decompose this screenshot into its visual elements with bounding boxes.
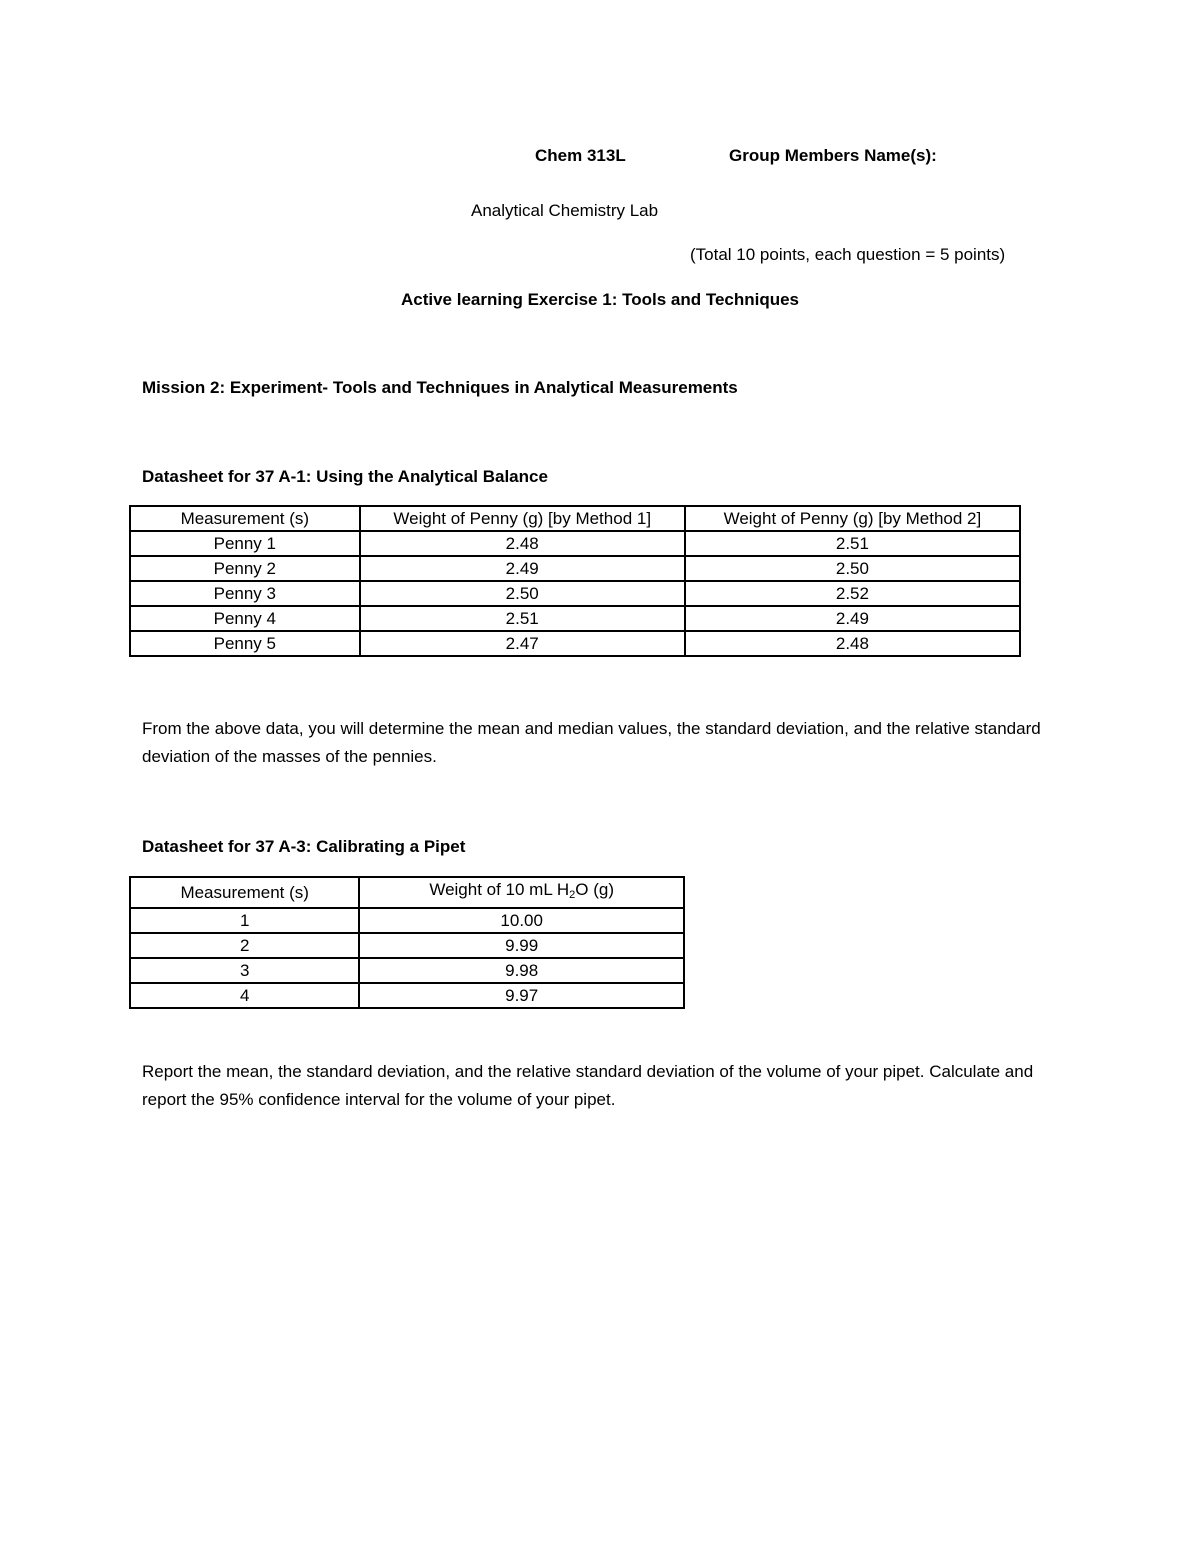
row-label: Penny 4 (130, 606, 360, 631)
column-header-text: Weight of 10 mL H (429, 880, 570, 899)
table-cell: 2.51 (360, 606, 685, 631)
table-row (130, 958, 684, 983)
table-cell: 2.50 (685, 556, 1020, 581)
pipet-calibration-table (129, 876, 685, 1009)
table-cell: 2.50 (360, 581, 685, 606)
row-label: Penny 2 (130, 556, 360, 581)
row-label: 3 (130, 958, 359, 983)
penny-weight-table (129, 505, 1021, 657)
table-row (130, 983, 684, 1008)
table-cell: 2.48 (360, 531, 685, 556)
row-label: Penny 3 (130, 581, 360, 606)
table-row (130, 556, 1020, 581)
instructions-paragraph-1: From the above data, you will determine the mean and median values, the standard deviation, and the relative standard deviation of the masses of the pennies. (142, 719, 1041, 766)
row-label: Penny 1 (130, 531, 360, 556)
table-header-row (130, 506, 1020, 531)
column-header: Measurement (s) (130, 506, 360, 531)
course-title: Chem 313L (535, 146, 626, 165)
table-cell: 2.49 (360, 556, 685, 581)
lab-name: Analytical Chemistry Lab (471, 201, 659, 220)
row-label: Penny 5 (130, 631, 360, 656)
table-cell: 10.00 (359, 908, 684, 933)
instructions-paragraph-2: Report the mean, the standard deviation, and the relative standard deviation of the volume of your pipet. Calculate and report the 95% confidence interval for the volume of your pipet. (142, 1062, 1034, 1109)
datasheet-1-title: Datasheet for 37 A-1: Using the Analytical Balance (142, 467, 548, 486)
table-cell: 2.51 (685, 531, 1020, 556)
table-header-row (130, 877, 684, 908)
table-row (130, 631, 1020, 656)
row-label: 1 (130, 908, 359, 933)
column-header (359, 877, 684, 908)
table-cell: 9.99 (359, 933, 684, 958)
table-row (130, 908, 684, 933)
table-row (130, 581, 1020, 606)
table-cell: 2.52 (685, 581, 1020, 606)
table-cell: 9.97 (359, 983, 684, 1008)
table-row (130, 933, 684, 958)
table-cell: 2.47 (360, 631, 685, 656)
table-row (130, 606, 1020, 631)
group-members-label: Group Members Name(s): (729, 146, 937, 165)
table-cell: 2.48 (685, 631, 1020, 656)
column-header: Weight of Penny (g) [by Method 1] (360, 506, 685, 531)
table-cell: 2.49 (685, 606, 1020, 631)
points-note: (Total 10 points, each question = 5 points) (690, 245, 1006, 264)
table-cell: 9.98 (359, 958, 684, 983)
row-label: 2 (130, 933, 359, 958)
row-label: 4 (130, 983, 359, 1008)
column-header: Weight of Penny (g) [by Method 2] (685, 506, 1020, 531)
column-header: Measurement (s) (130, 877, 359, 908)
column-header-text: O (g) (575, 880, 615, 899)
table-row (130, 531, 1020, 556)
datasheet-2-title: Datasheet for 37 A-3: Calibrating a Pipet (142, 837, 466, 856)
exercise-title: Active learning Exercise 1: Tools and Techniques (400, 290, 800, 309)
subscript: 2 (569, 889, 576, 901)
mission-title: Mission 2: Experiment- Tools and Techniques in Analytical Measurements (142, 378, 738, 397)
